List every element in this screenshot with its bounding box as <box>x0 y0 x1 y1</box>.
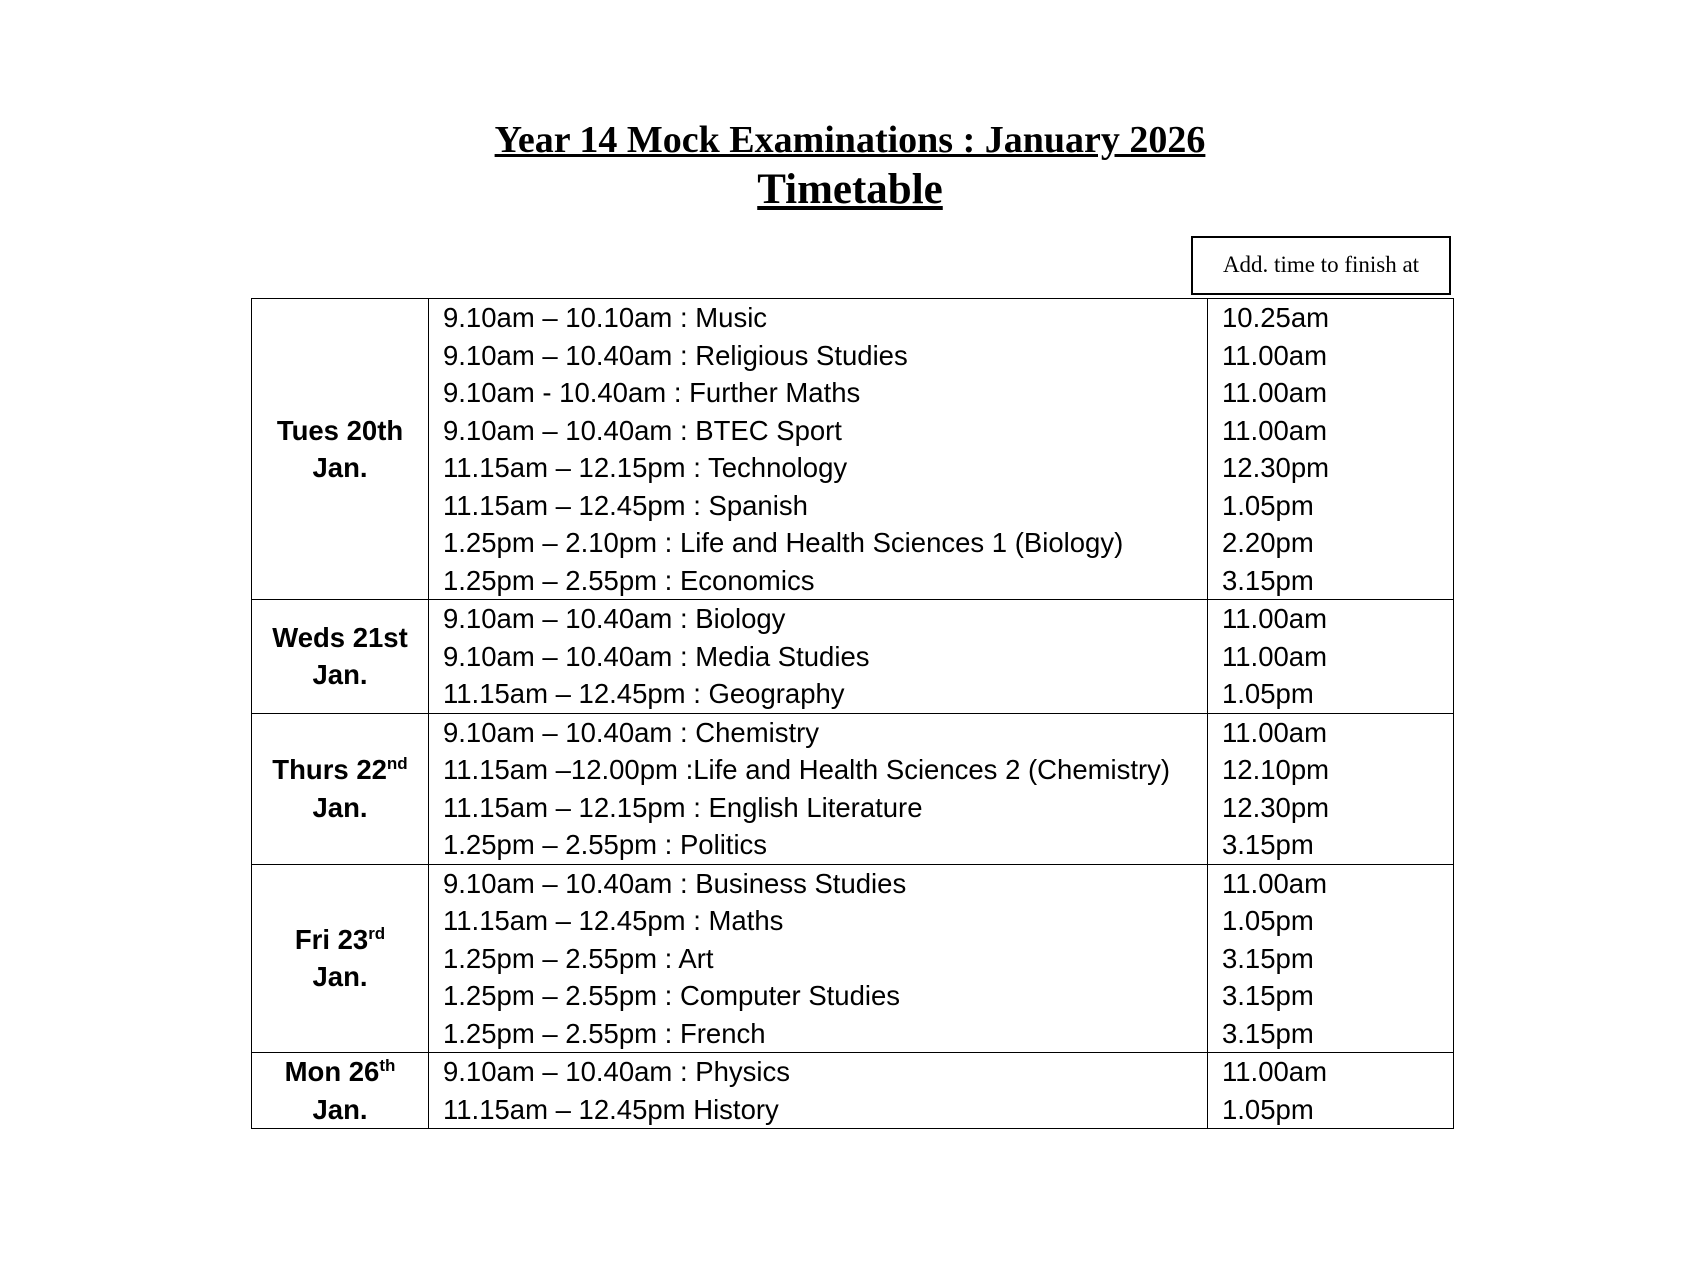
finish-time: 11.00am <box>1222 339 1327 371</box>
day-label: Thurs 22nd <box>272 753 408 785</box>
exam-entry: 1.25pm – 2.55pm : Economics <box>443 564 815 596</box>
finish-time: 11.00am <box>1222 716 1327 748</box>
exam-entry: 9.10am – 10.40am : Chemistry <box>443 716 820 748</box>
exam-entry: 9.10am – 10.40am : Business Studies <box>443 867 907 899</box>
day-label: Mon 26th <box>284 1055 396 1087</box>
finish-time: 3.15pm <box>1222 1017 1314 1049</box>
exam-entry: 1.25pm – 2.55pm : French <box>443 1017 766 1049</box>
day-label: Weds 21st <box>272 621 408 653</box>
finish-time: 12.30pm <box>1222 791 1330 823</box>
exam-entry: 1.25pm – 2.55pm : Computer Studies <box>443 980 901 1011</box>
exam-entry: 9.10am - 10.40am : Further Maths <box>443 377 861 408</box>
exam-entry: 9.10am – 10.40am : Physics <box>443 1056 790 1087</box>
day-label: Fri 23rd <box>294 923 386 955</box>
exam-entry: 1.25pm – 2.10pm : Life and Health Sciences 1 (Biology) <box>443 527 1124 558</box>
finish-time: 3.15pm <box>1222 564 1314 596</box>
finish-time-cell <box>1208 864 1454 1053</box>
finish-time: 1.05pm <box>1222 678 1314 709</box>
page-subtitle: Timetable <box>757 166 943 213</box>
finish-time: 11.00am <box>1222 867 1327 899</box>
finish-time: 1.05pm <box>1222 1093 1314 1125</box>
exam-entry: 11.15am – 12.15pm : English Literature <box>443 791 923 823</box>
exam-entry: 1.25pm – 2.55pm : Art <box>443 942 714 974</box>
month-label: Jan. <box>312 659 368 691</box>
exam-entry: 11.15am – 12.15pm : Technology <box>443 452 848 483</box>
day-cell <box>252 299 429 600</box>
exam-entry: 9.10am – 10.10am : Music <box>443 302 768 333</box>
exam-list-cell <box>429 1053 1208 1129</box>
finish-time: 2.20pm <box>1222 527 1314 558</box>
exam-entry: 9.10am – 10.40am : Religious Studies <box>443 339 908 371</box>
exam-timetable <box>251 298 1454 1129</box>
finish-time: 11.00am <box>1222 1056 1327 1087</box>
finish-time: 3.15pm <box>1222 942 1314 974</box>
day-cell <box>252 864 429 1053</box>
finish-time: 11.00am <box>1222 377 1327 408</box>
table-row <box>252 600 1454 714</box>
finish-time: 1.05pm <box>1222 489 1314 521</box>
table-row <box>252 1053 1454 1129</box>
exam-entry: 9.10am – 10.40am : Biology <box>443 603 786 634</box>
exam-entry: 9.10am – 10.40am : Media Studies <box>443 640 870 672</box>
table-row <box>252 713 1454 864</box>
finish-time: 3.15pm <box>1222 829 1314 860</box>
finish-time: 1.05pm <box>1222 905 1314 936</box>
exam-entry: 11.15am – 12.45pm : Maths <box>443 905 784 936</box>
exam-list-cell <box>429 299 1208 600</box>
month-label: Jan. <box>312 961 368 993</box>
month-label: Jan. <box>312 452 368 483</box>
month-label: Jan. <box>312 1093 368 1125</box>
finish-time: 11.00am <box>1222 603 1327 634</box>
finish-time: 11.00am <box>1222 414 1327 446</box>
day-label: Tues 20th <box>276 414 404 446</box>
exam-entry: 9.10am – 10.40am : BTEC Sport <box>443 414 842 446</box>
exam-list-cell <box>429 713 1208 864</box>
day-cell <box>252 713 429 864</box>
finish-time-cell <box>1208 1053 1454 1129</box>
finish-time: 12.30pm <box>1222 452 1330 483</box>
table-row <box>252 299 1454 600</box>
month-label: Jan. <box>312 791 368 823</box>
finish-time-cell <box>1208 713 1454 864</box>
exam-entry: 11.15am – 12.45pm : Spanish <box>443 489 808 521</box>
finish-time-cell <box>1208 600 1454 714</box>
page-title: Year 14 Mock Examinations : January 2026 <box>494 119 1206 161</box>
exam-list-cell <box>429 600 1208 714</box>
day-cell <box>252 600 429 714</box>
finish-time: 3.15pm <box>1222 980 1314 1011</box>
finish-time: 11.00am <box>1222 640 1327 672</box>
exam-entry: 1.25pm – 2.55pm : Politics <box>443 829 768 860</box>
day-cell <box>252 1053 429 1129</box>
exam-entry: 11.15am – 12.45pm : Geography <box>443 678 845 709</box>
exam-list-cell <box>429 864 1208 1053</box>
finish-time-cell <box>1208 299 1454 600</box>
finish-time: 12.10pm <box>1222 754 1330 785</box>
exam-entry: 11.15am – 12.45pm History <box>443 1093 779 1125</box>
add-time-header: Add. time to finish at <box>1191 236 1451 295</box>
exam-entry: 11.15am –12.00pm :Life and Health Sciences 2 (Chemistry) <box>443 754 1171 785</box>
finish-time: 10.25am <box>1222 302 1330 333</box>
table-row <box>252 864 1454 1053</box>
